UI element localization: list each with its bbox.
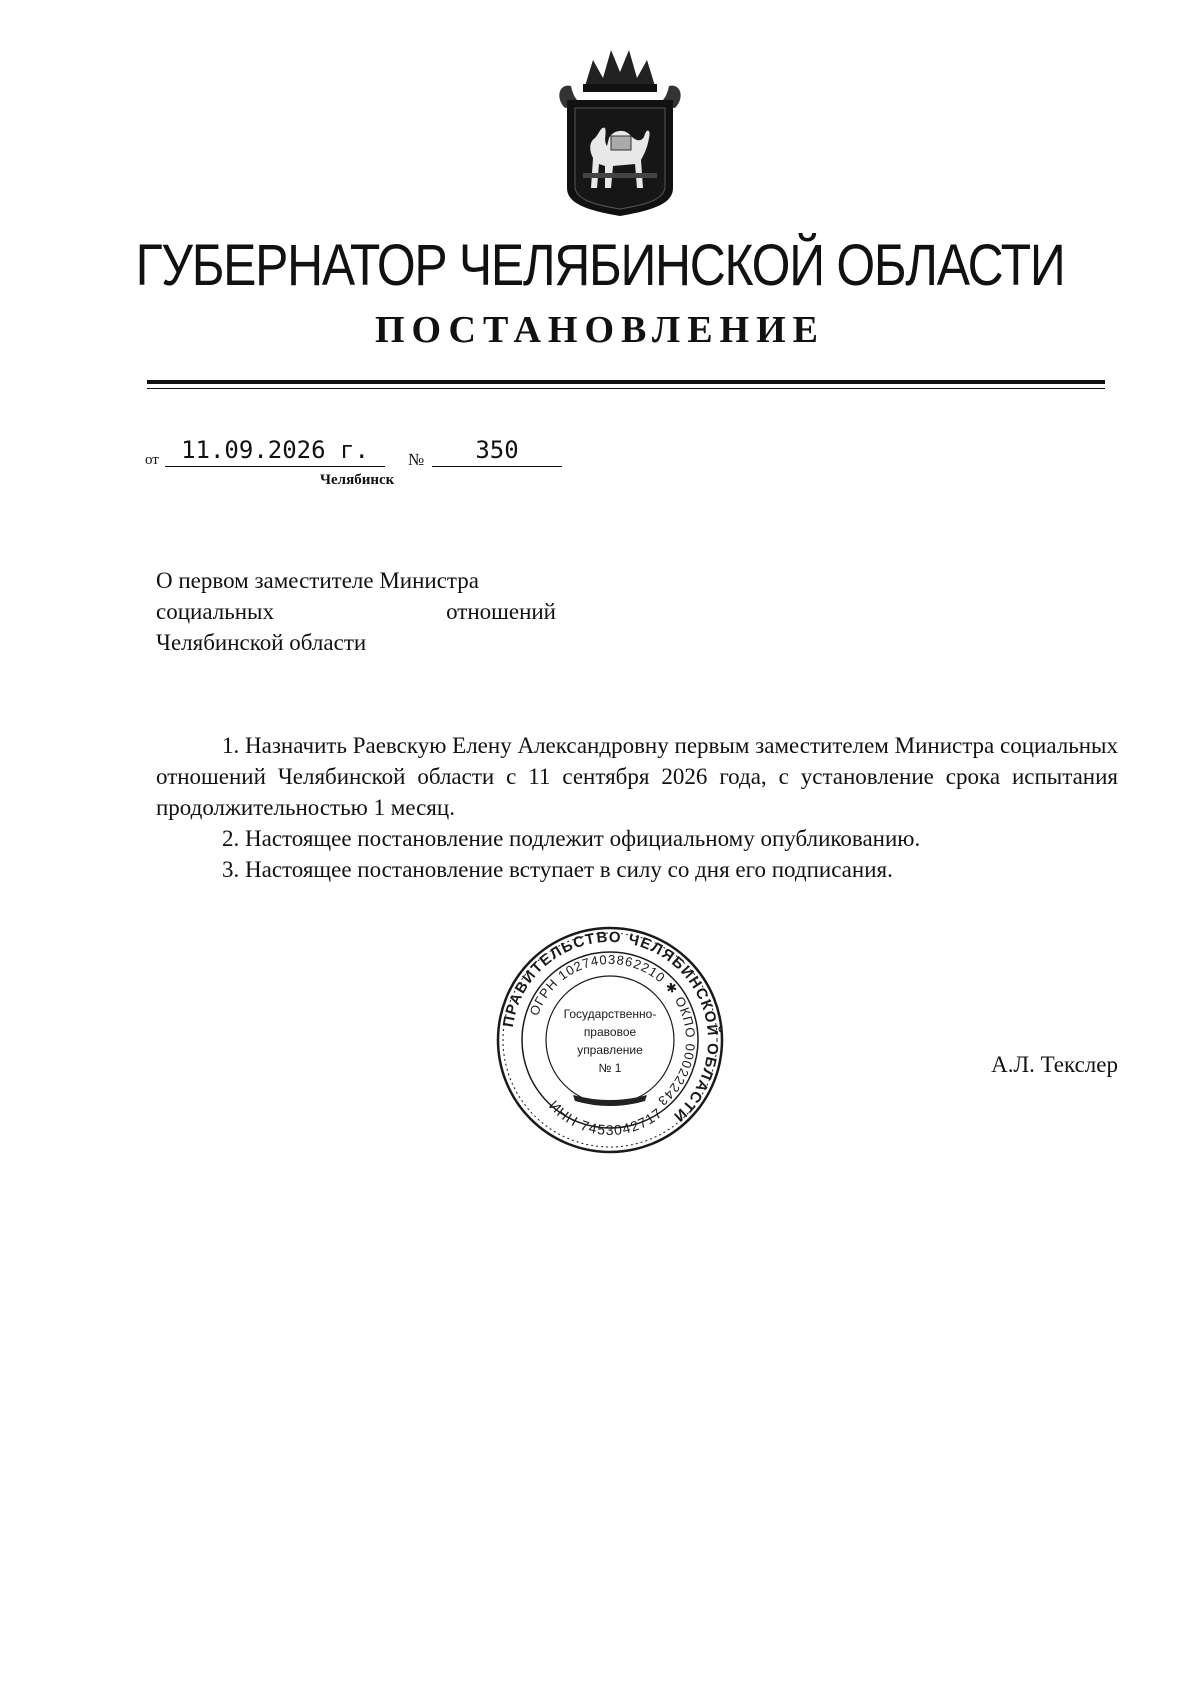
subject-line: О первом заместителе Министра <box>156 568 479 593</box>
stamp-center-line: Государственно- <box>563 1007 657 1021</box>
stamp-emblem-mark <box>573 1095 647 1106</box>
document-number: 350 <box>432 436 562 467</box>
body-paragraph: 2. Настоящее постановление подлежит официальному опубликованию. <box>222 826 921 851</box>
body-paragraph: 3. Настоящее постановление вступает в силу со дня его подписания. <box>222 857 893 882</box>
subject-line <box>156 596 556 627</box>
document-type: ПОСТАНОВЛЕНИЕ <box>374 309 826 351</box>
subject-word: социальных <box>156 599 274 624</box>
stamp-center-line: управление <box>577 1043 643 1057</box>
stamp-center-line: № 1 <box>598 1061 622 1075</box>
issue-city: Челябинск <box>320 472 395 488</box>
stamp-inner-ring: ОГРН 1027403862210 ✱ ОКПО 00022243 <box>526 951 699 1110</box>
document-date: 11.09.2026 г. <box>165 436 385 467</box>
header-rule-thick <box>147 380 1105 384</box>
date-label: от <box>145 452 159 468</box>
coat-of-arms-icon <box>545 38 695 218</box>
signer-name: А.Л. Текслер <box>991 1052 1118 1077</box>
body-paragraph: 1. Назначить Раевскую Елену Александровну первым заместителем Министра социальных отношений Челябинской области с 11 сентября 2026 года, с установление срока испытания продолжительностью 1 месяц. <box>156 733 1118 820</box>
number-label: № <box>408 450 425 469</box>
document-body <box>156 730 1118 885</box>
stamp-bottom-ring: ИНН 7453042717 <box>546 1097 666 1139</box>
stamp-center-line: правовое <box>583 1025 637 1039</box>
document-subject <box>156 565 556 658</box>
subject-word: отношений <box>446 599 556 624</box>
subject-line: Челябинской области <box>156 630 367 655</box>
stamp-outer-ring: ПРАВИТЕЛЬСТВО ЧЕЛЯБИНСКОЙ ОБЛАСТИ <box>499 928 722 1126</box>
header-rule-thin <box>147 388 1105 389</box>
official-stamp <box>495 925 725 1155</box>
organization-title: ГУБЕРНАТОР ЧЕЛЯБИНСКОЙ ОБЛАСТИ <box>135 233 1065 298</box>
